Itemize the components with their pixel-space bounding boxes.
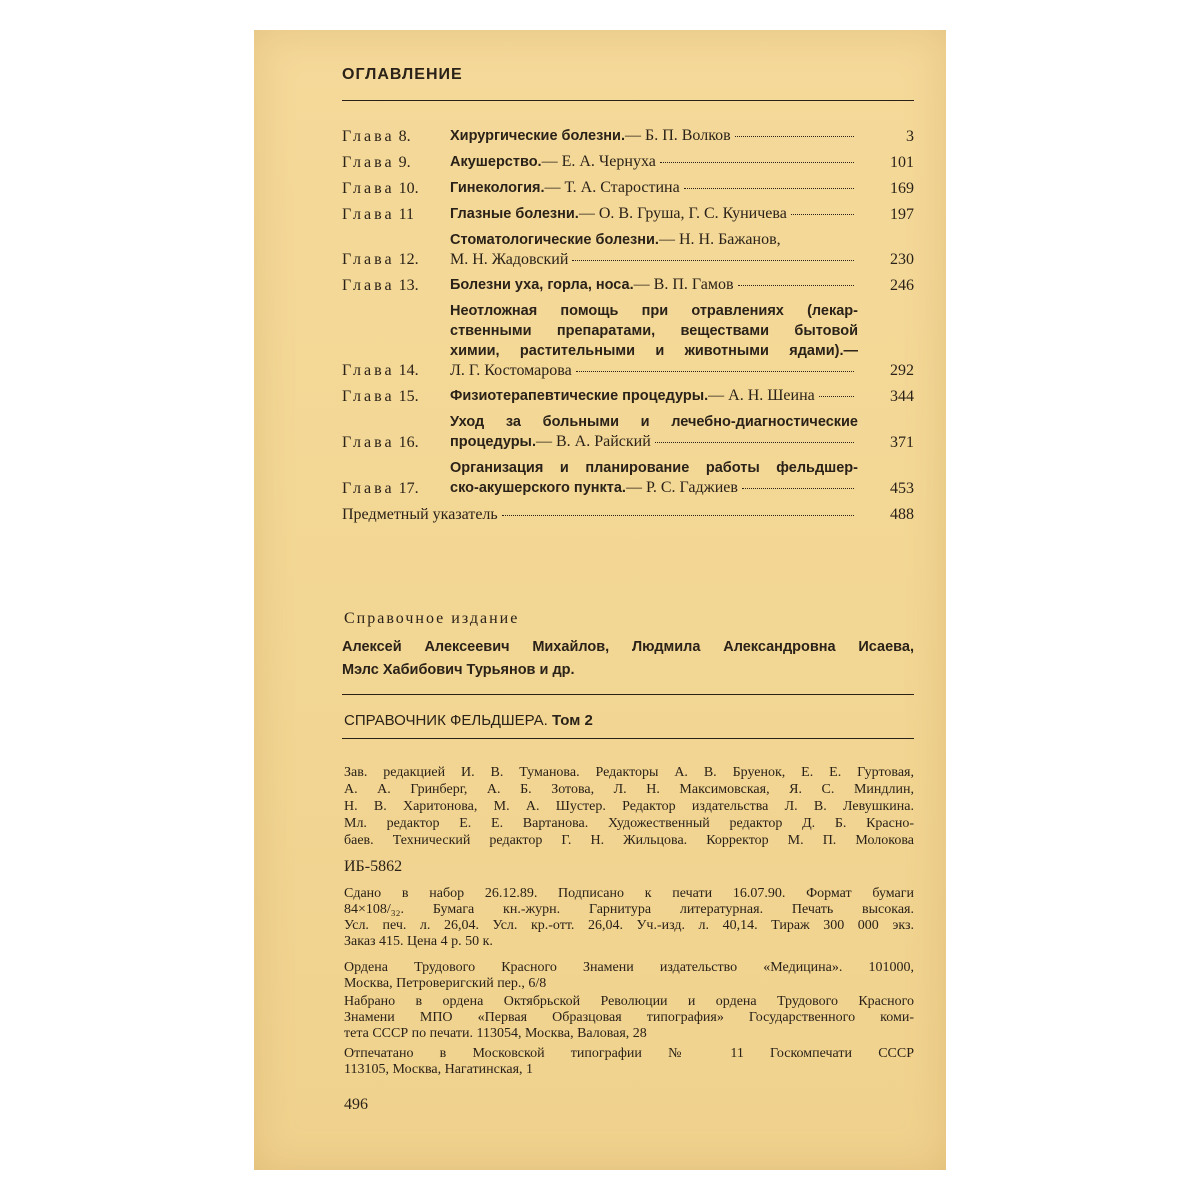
chapter-label [342,479,450,498]
imprint-block [344,994,914,1042]
staff-line: А. А. Гринберг, А. Б. Зотова, Л. Н. Максимовская, Я. С. Миндлин, [344,782,914,797]
chapter-word: Глава [342,388,395,405]
chapter-line [450,301,858,321]
chapter-title: химии, растительными и животными ядами).— [450,343,858,359]
chapter-label [342,179,450,198]
chapter-author: — Б. П. Волков [625,127,731,144]
chapter-line [450,204,858,224]
imprint-line: Знамени МПО «Первая Образцовая типография» Государственного коми- [344,1010,914,1025]
chapter-number: 16. [398,434,419,451]
chapter-line [450,126,858,146]
toc-entry [342,458,914,498]
chapter-number: 15. [398,388,419,405]
imprint-line: Отпечатано в Московской типографии № 11 Госкомпечати СССР [344,1046,914,1061]
chapter-number: 11 [398,206,414,223]
chapter-body [450,275,858,295]
toc-entry [342,412,914,452]
page-ref: 3 [906,128,914,145]
staff-line: Н. В. Харитонова, М. А. Шустер. Редактор издательства Л. В. Левушкина. [344,799,914,814]
imprint-block [344,886,914,950]
chapter-line [450,275,858,295]
page-ref: 246 [890,277,914,294]
chapter-title: Гинекология. [450,180,545,196]
chapter-body [450,301,858,380]
authors-block [342,636,914,682]
staff-line: баев. Технический редактор Г. Н. Жильцова. Корректор М. П. Молокова [344,833,914,848]
chapter-number: 9. [398,154,411,171]
dot-leader [655,442,854,443]
imprint-line: Заказ 415. Цена 4 р. 50 к. [344,934,493,949]
page-ref: 101 [890,154,914,171]
chapter-label [342,387,450,406]
imprint-line: Усл. печ. л. 26,04. Усл. кр.-отт. 26,04. Уч.-изд. л. 40,14. Тираж 300 000 экз. [344,918,914,933]
chapter-title: ско-акушерского пункта. [450,480,626,496]
chapter-author: — Р. С. Гаджиев [625,479,738,496]
toc-entry [342,204,914,224]
page-number: 496 [344,1096,368,1113]
chapter-author: Л. Г. Костомарова [450,362,572,379]
chapter-line [450,361,858,380]
chapter-author: М. Н. Жадовский [450,251,569,268]
chapter-label [342,250,450,269]
page-ref: 292 [890,362,914,379]
chapter-title: процедуры. [450,434,536,450]
reference-label: Справочное издание [344,610,520,627]
imprint-block [344,1046,914,1078]
imprint-line: Ордена Трудового Красного Знамени издательство «Медицина». 101000, [344,960,914,975]
chapter-body [450,178,858,198]
chapter-body [450,204,858,224]
chapter-title: Хирургические болезни. [450,128,625,144]
chapter-word: Глава [342,154,395,171]
imprint-line: Сдано в набор 26.12.89. Подписано к печати 16.07.90. Формат бумаги [344,886,914,901]
chapter-line [450,432,858,452]
imprint-line: 113105, Москва, Нагатинская, 1 [344,1062,534,1077]
chapter-title: Уход за больными и лечебно-диагностические [450,414,858,430]
index-line [342,506,858,524]
chapter-title: Акушерство. [450,154,542,170]
chapter-word: Глава [342,480,395,497]
chapter-line [450,250,858,269]
chapter-word: Глава [342,128,395,145]
chapter-label [342,276,450,295]
chapter-number: 17. [398,480,419,497]
chapter-word: Глава [342,434,395,451]
chapter-word: Глава [342,251,395,268]
page-ref: 488 [890,506,914,523]
toc-entry [342,126,914,146]
chapter-title: Физиотерапевтические процедуры. [450,388,709,404]
dot-leader [684,188,854,189]
chapter-line [450,230,858,250]
toc-heading: ОГЛАВЛЕНИЕ [342,66,463,83]
toc-entry [342,386,914,406]
chapter-title: Глазные болезни. [450,206,579,222]
dot-leader [576,371,854,372]
title-rule-bottom [342,738,914,739]
chapter-title: Неотложная помощь при отравлениях (лекар- [450,303,858,319]
chapter-line [450,386,858,406]
authors-line: Мэлс Хабибович Турьянов и др. [342,662,575,678]
book-title-text: СПРАВОЧНИК ФЕЛЬДШЕРА. [344,712,548,729]
imprint-line: 84×108/₃₂. Бумага кн.-журн. Гарнитура литературная. Печать высокая. [344,902,914,917]
page-ref: 344 [890,388,914,405]
page-ref: 197 [890,206,914,223]
title-rule-top [342,694,914,695]
dot-leader [742,488,854,489]
chapter-line [450,152,858,172]
chapter-title: Стоматологические болезни. [450,232,659,248]
toc-entry [342,152,914,172]
heading-rule [342,100,914,101]
staff-line: Зав. редакцией И. В. Туманова. Редакторы А. В. Бруенок, Е. Е. Гуртовая, [344,765,914,780]
page-ref: 453 [890,480,914,497]
dot-leader [791,214,854,215]
ib-number: ИБ-5862 [344,858,403,875]
chapter-body [450,386,858,406]
toc-entry [342,230,914,269]
chapter-number: 13. [398,277,419,294]
dot-leader [735,136,854,137]
chapter-body [450,412,858,452]
chapter-number: 14. [398,362,419,379]
chapter-word: Глава [342,277,395,294]
book-title [344,712,593,729]
dot-leader [660,162,854,163]
chapter-label [342,361,450,380]
index-label: Предметный указатель [342,506,498,523]
chapter-label [342,127,450,146]
imprint-block [344,960,914,992]
dot-leader [572,260,854,261]
chapter-number: 10. [398,180,419,197]
toc-entry [342,178,914,198]
imprint-line: тета СССР по печати. 113054, Москва, Валовая, 28 [344,1026,647,1041]
chapter-body [450,126,858,146]
dot-leader [819,396,854,397]
chapter-label [342,153,450,172]
chapter-author: — Т. А. Старостина [544,179,680,196]
chapter-author: — О. В. Груша, Г. С. Куничева [578,205,787,222]
chapter-author: — Е. А. Чернуха [541,153,656,170]
imprint-line: Набрано в ордена Октябрьской Революции и ордена Трудового Красного [344,994,914,1009]
chapter-word: Глава [342,206,395,223]
chapter-line [450,412,858,432]
editorial-staff [344,764,914,849]
table-of-contents [342,126,914,524]
chapter-number: 12. [398,251,419,268]
book-page [254,30,946,1170]
page-ref: 169 [890,180,914,197]
chapter-line [450,178,858,198]
authors-line: Алексей Алексеевич Михайлов, Людмила Александровна Исаева, [342,639,914,655]
staff-line: Мл. редактор Е. Е. Вартанова. Художественный редактор Д. Б. Красно- [344,816,914,831]
chapter-line [450,321,858,341]
chapter-line [450,458,858,478]
chapter-author: — В. П. Гамов [633,276,734,293]
toc-entry [342,301,914,380]
book-volume: Том 2 [552,712,593,729]
toc-entry [342,275,914,295]
chapter-word: Глава [342,362,395,379]
dot-leader [502,515,854,516]
toc-index-entry [342,506,914,524]
chapter-line [450,341,858,361]
dot-leader [738,285,855,286]
page-ref: 230 [890,251,914,268]
chapter-body [450,458,858,498]
imprint-line: Москва, Петроверигский пер., 6/8 [344,976,547,991]
chapter-title: Болезни уха, горла, носа. [450,277,634,293]
chapter-author: — Н. Н. Бажанов, [658,231,781,248]
chapter-title: ственными препаратами, веществами бытовой [450,323,858,339]
page-ref: 371 [890,434,914,451]
chapter-author: — А. Н. Шеина [708,387,815,404]
chapter-body [450,230,858,269]
chapter-title: Организация и планирование работы фельдшер- [450,460,858,476]
chapter-word: Глава [342,180,395,197]
chapter-line [450,478,858,498]
chapter-number: 8. [398,128,411,145]
chapter-label [342,205,450,224]
chapter-author: — В. А. Райский [535,433,651,450]
chapter-label [342,433,450,452]
chapter-body [450,152,858,172]
